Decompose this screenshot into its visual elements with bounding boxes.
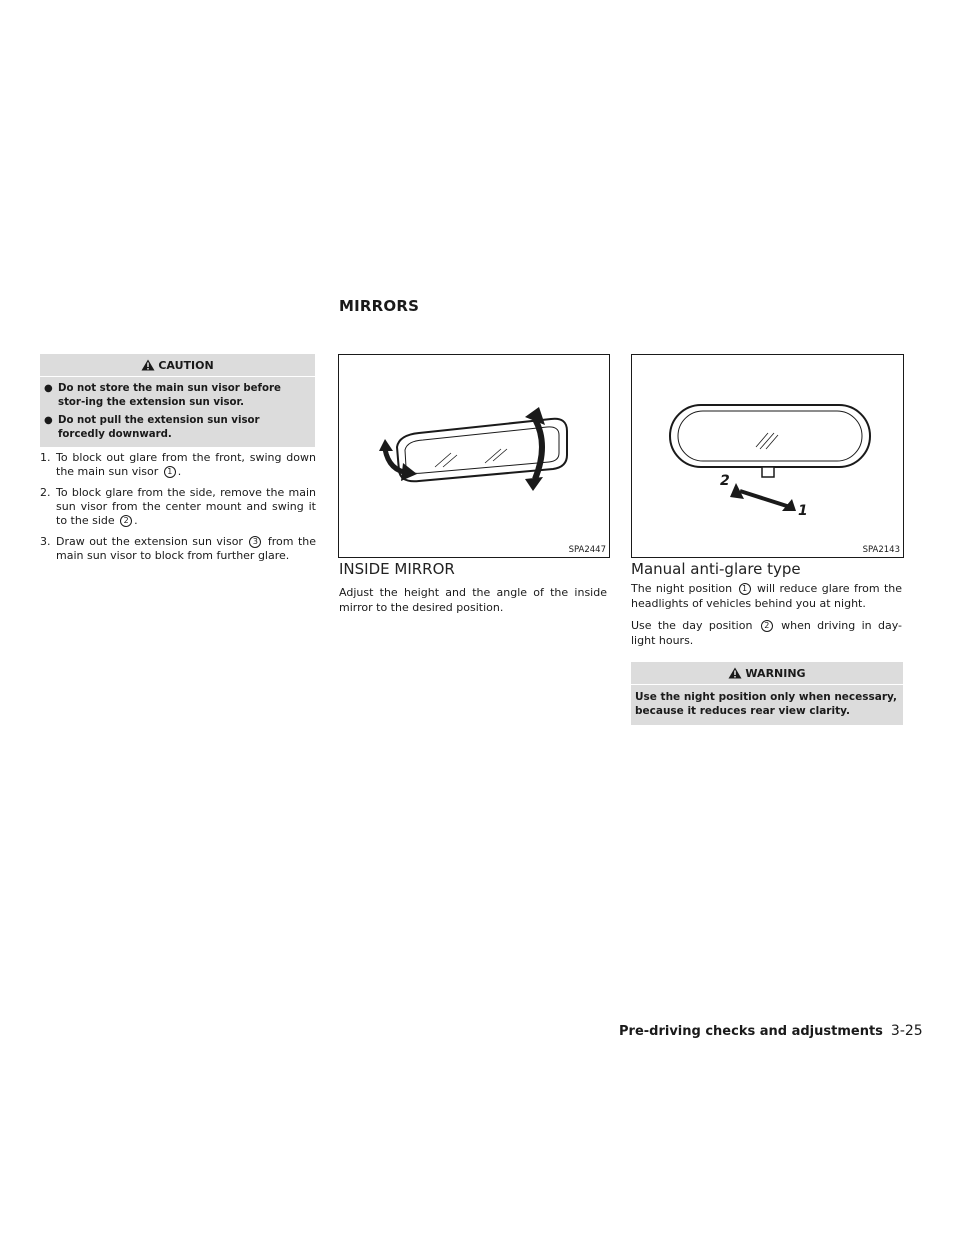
footer-title: Pre-driving checks and adjustments	[619, 1024, 883, 1039]
figure-inside-mirror	[338, 354, 610, 558]
inside-mirror-text: Adjust the height and the angle of the inside mirror to the desired position.	[339, 586, 607, 614]
step-text: To block out glare from the front, swing down the main sun visor	[56, 451, 316, 478]
step-text-end: from the main sun visor to block from further glare.	[56, 535, 317, 562]
step-item	[40, 451, 316, 479]
caution-item-text: Do not pull the extension sun visor forcedly downward.	[58, 415, 260, 440]
step-text-end: .	[134, 514, 138, 527]
step-text: To block glare from the side, remove the main sun visor from the center mount and swing it to the side	[56, 486, 316, 527]
caution-item	[40, 409, 315, 441]
warning-triangle-icon	[141, 359, 155, 371]
position-label-1: 1	[798, 503, 808, 519]
section-title: MIRRORS	[339, 297, 420, 315]
anti-glare-heading: Manual anti-glare type	[631, 560, 801, 578]
anti-glare-para-1	[631, 582, 902, 611]
step-text-end: .	[177, 465, 182, 478]
bullet-icon: ●	[44, 415, 53, 426]
caution-item	[40, 377, 315, 409]
step-text: Draw out the extension sun visor	[56, 535, 243, 548]
callout-number: 3	[249, 536, 261, 548]
warning-header	[631, 662, 903, 685]
caution-item-text: Do not store the main sun visor before stor-ing the extension sun visor.	[58, 383, 281, 408]
step-item	[40, 486, 316, 528]
callout-number: 1	[739, 583, 751, 595]
figure-anti-glare	[631, 354, 904, 558]
figure-code: SPA2447	[568, 545, 606, 555]
para-text: Use the day position	[631, 619, 753, 632]
mirror-adjust-illustration	[339, 355, 609, 557]
callout-number: 1	[164, 466, 176, 478]
caution-box	[40, 354, 315, 447]
sun-visor-steps	[40, 451, 316, 570]
anti-glare-mirror-illustration	[632, 355, 903, 557]
warning-text: Use the night position only when necessary, because it reduces rear view clarity.	[635, 691, 898, 717]
warning-box	[631, 662, 903, 725]
para-text: The night position	[631, 582, 733, 595]
para-text: when driving in day-light hours.	[631, 619, 902, 647]
step-item	[40, 535, 316, 563]
page-number: 3-25	[890, 1023, 923, 1039]
warning-triangle-icon	[728, 667, 742, 679]
position-label-2: 2	[720, 473, 730, 489]
step-number: 1.	[40, 451, 51, 464]
inside-mirror-heading: INSIDE MIRROR	[339, 560, 455, 578]
anti-glare-para-2	[631, 619, 902, 648]
warning-heading: WARNING	[745, 666, 806, 680]
caution-header	[40, 354, 315, 377]
callout-number: 2	[120, 515, 132, 527]
figure-code: SPA2143	[862, 545, 900, 555]
caution-heading: CAUTION	[158, 358, 214, 372]
callout-number: 2	[761, 620, 773, 632]
para-text: will reduce glare from the headlights of vehicles behind you at night.	[631, 582, 902, 610]
bullet-icon: ●	[44, 383, 53, 394]
page-footer	[619, 1023, 923, 1039]
step-number: 3.	[40, 535, 51, 548]
step-number: 2.	[40, 486, 51, 499]
